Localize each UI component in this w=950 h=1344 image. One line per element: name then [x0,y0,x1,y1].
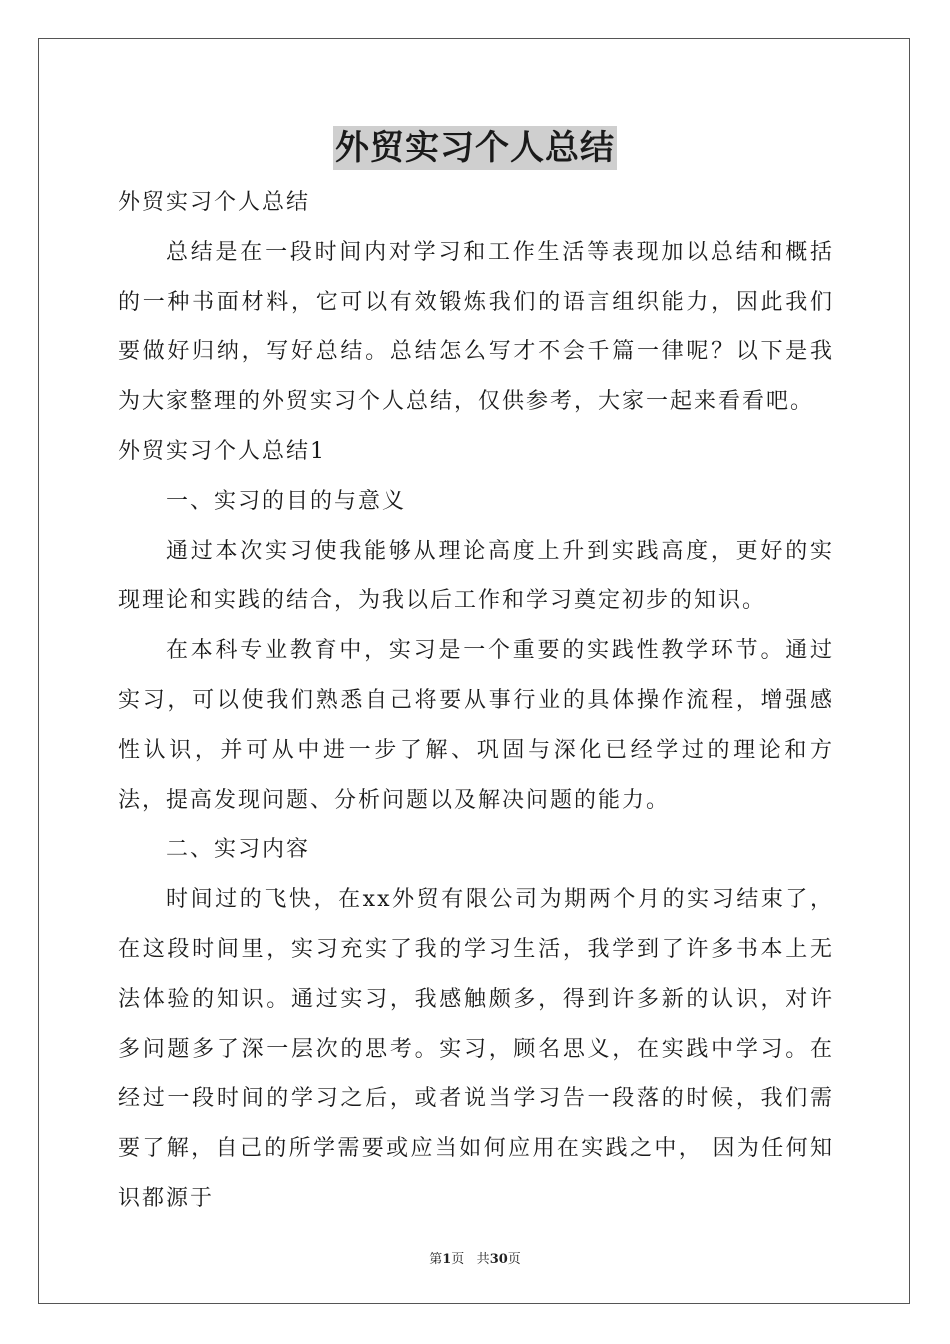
page-footer [0,1248,950,1267]
paragraph-subtitle: 外贸实习个人总结 [118,190,311,215]
title-wrap [0,126,950,170]
footer-page-prefix: 第 [429,1252,443,1267]
footer-page-number: 1 [442,1252,452,1267]
document-body [118,178,834,1224]
paragraph-intro: 总结是在一段时间内对学习和工作生活等表现加以总结和概括的一种书面材料，它可以有效锻炼我们的语言组织能力，因此我们要做好归纳，写好总结。总结怎么写才不会千篇一律呢？以下是我为大家整理的外贸实习个人总结，仅供参考，大家一起来看看吧。 [118,239,834,415]
footer-total-pages: 30 [489,1252,508,1267]
paragraph-section-heading: 外贸实习个人总结1 [118,438,326,464]
paragraph-heading-content: 二、实习内容 [166,837,311,863]
paragraph-content-1: 时间过的飞快，在xx外贸有限公司为期两个月的实习结束了，在这段时间里，实习充实了我的学习生活，我学到了许多书本上无法体验的知识。通过实习，我感触颇多，得到许多新的认识，对许多问题多了深一层次的思考。实习，顾名思义，在实践中学习。在经过一段时间的学习之后，或者说当学习告一段落的时候，我们需要了解，自己的所学需要或应当如何应用在实践之中， 因为任何知识都源于 [118,887,834,1211]
paragraph-heading-purpose: 一、实习的目的与意义 [166,488,407,514]
footer-total-suffix: 页 [507,1252,521,1267]
footer-total-prefix: 共 [476,1252,490,1267]
footer-page-suffix: 页 [451,1252,465,1267]
paragraph-purpose-2: 在本科专业教育中，实习是一个重要的实践性教学环节。通过实习，可以使我们熟悉自己将要从事行业的具体操作流程，增强感性认识，并可从中进一步了解、巩固与深化已经学过的理论和方法，提高发现问题、分析问题以及解决问题的能力。 [118,638,834,813]
paragraph-purpose-1: 通过本次实习使我能够从理论高度上升到实践高度，更好的实现理论和实践的结合，为我以后工作和学习奠定初步的知识。 [118,538,834,614]
document-title: 外贸实习个人总结 [335,128,615,168]
